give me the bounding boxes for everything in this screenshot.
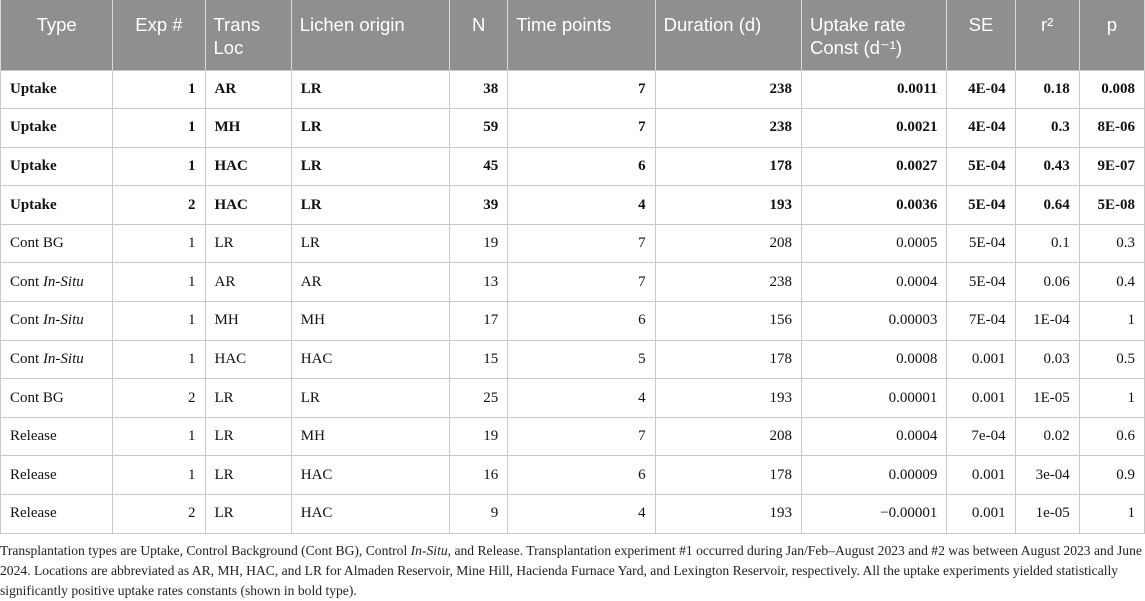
exp-cell: 2 bbox=[113, 495, 205, 534]
n-cell: 17 bbox=[450, 302, 508, 341]
duration-cell: 193 bbox=[655, 495, 801, 534]
n-cell: 39 bbox=[450, 186, 508, 225]
table-caption bbox=[0, 534, 1145, 601]
uptake-rate-cell: 0.0027 bbox=[802, 147, 947, 186]
table-row bbox=[1, 456, 1145, 495]
header-type: Type bbox=[1, 0, 113, 70]
time-points-cell: 7 bbox=[508, 70, 655, 109]
type-cell bbox=[1, 302, 113, 341]
lichen-origin-cell: LR bbox=[291, 224, 449, 263]
duration-cell: 156 bbox=[655, 302, 801, 341]
uptake-rate-cell: 0.0011 bbox=[802, 70, 947, 109]
type-cell bbox=[1, 186, 113, 225]
type-text: Uptake bbox=[10, 119, 57, 136]
type-cell bbox=[1, 379, 113, 418]
exp-cell: 2 bbox=[113, 186, 205, 225]
se-cell: 4E-04 bbox=[947, 70, 1015, 109]
r2-cell: 0.43 bbox=[1015, 147, 1079, 186]
trans-loc-cell: MH bbox=[205, 109, 291, 148]
table-row bbox=[1, 263, 1145, 302]
n-cell: 25 bbox=[450, 379, 508, 418]
p-cell: 1 bbox=[1079, 495, 1144, 534]
se-cell: 0.001 bbox=[947, 495, 1015, 534]
table-row bbox=[1, 109, 1145, 148]
se-cell: 0.001 bbox=[947, 379, 1015, 418]
r2-cell: 0.18 bbox=[1015, 70, 1079, 109]
exp-cell: 1 bbox=[113, 340, 205, 379]
lichen-origin-cell: LR bbox=[291, 147, 449, 186]
caption-text-2: , and Release. Transplantation experiment #1 occurred during Jan/Feb–August 2023 and #2 was between August 2023 and June 2024. Locations are abbreviated as AR, MH, HAC, and LR for Almaden Reservoir, Mine Hill, Hacienda Furnace Yard, and Lexington Reservoir, respectively. All the uptake experiments yielded statistically significantly positive uptake rates constants (shown in bold type). bbox=[0, 542, 1142, 598]
caption-text-1: Transplantation types are Uptake, Control Background (Cont BG), Control bbox=[0, 542, 411, 558]
lichen-origin-cell: HAC bbox=[291, 495, 449, 534]
p-cell: 0.6 bbox=[1079, 417, 1144, 456]
time-points-cell: 6 bbox=[508, 147, 655, 186]
type-cell bbox=[1, 109, 113, 148]
table-row bbox=[1, 495, 1145, 534]
lichen-origin-cell: LR bbox=[291, 109, 449, 148]
se-cell: 4E-04 bbox=[947, 109, 1015, 148]
r2-cell: 3e-04 bbox=[1015, 456, 1079, 495]
se-cell: 5E-04 bbox=[947, 147, 1015, 186]
lichen-origin-cell: LR bbox=[291, 186, 449, 225]
time-points-cell: 7 bbox=[508, 109, 655, 148]
table-row bbox=[1, 302, 1145, 341]
type-text: Uptake bbox=[10, 157, 57, 174]
uptake-rate-cell: 0.0036 bbox=[802, 186, 947, 225]
time-points-cell: 7 bbox=[508, 263, 655, 302]
table-row bbox=[1, 379, 1145, 418]
time-points-cell: 4 bbox=[508, 379, 655, 418]
table-row bbox=[1, 340, 1145, 379]
time-points-cell: 5 bbox=[508, 340, 655, 379]
trans-loc-cell: LR bbox=[205, 495, 291, 534]
p-cell: 0.3 bbox=[1079, 224, 1144, 263]
duration-cell: 238 bbox=[655, 263, 801, 302]
uptake-rate-cell: 0.00001 bbox=[802, 379, 947, 418]
exp-cell: 1 bbox=[113, 70, 205, 109]
uptake-rate-cell: 0.0004 bbox=[802, 417, 947, 456]
p-cell: 5E-08 bbox=[1079, 186, 1144, 225]
time-points-cell: 7 bbox=[508, 224, 655, 263]
table-row bbox=[1, 186, 1145, 225]
type-text: Uptake bbox=[10, 80, 57, 97]
header-r2: r² bbox=[1015, 0, 1079, 70]
duration-cell: 208 bbox=[655, 224, 801, 263]
exp-cell: 2 bbox=[113, 379, 205, 418]
header-lichen-origin: Lichen origin bbox=[291, 0, 449, 70]
r2-cell: 0.03 bbox=[1015, 340, 1079, 379]
exp-cell: 1 bbox=[113, 263, 205, 302]
type-text: Release bbox=[10, 428, 57, 445]
trans-loc-cell: HAC bbox=[205, 186, 291, 225]
exp-cell: 1 bbox=[113, 456, 205, 495]
p-cell: 0.4 bbox=[1079, 263, 1144, 302]
trans-loc-cell: HAC bbox=[205, 147, 291, 186]
type-text: Release bbox=[10, 505, 57, 522]
r2-cell: 0.02 bbox=[1015, 417, 1079, 456]
exp-cell: 1 bbox=[113, 224, 205, 263]
se-cell: 5E-04 bbox=[947, 263, 1015, 302]
lichen-origin-cell: HAC bbox=[291, 340, 449, 379]
p-cell: 0.9 bbox=[1079, 456, 1144, 495]
uptake-rate-cell: 0.00009 bbox=[802, 456, 947, 495]
type-cell bbox=[1, 263, 113, 302]
header-exp: Exp # bbox=[113, 0, 205, 70]
type-text: Cont bbox=[10, 273, 43, 290]
r2-cell: 0.06 bbox=[1015, 263, 1079, 302]
se-cell: 0.001 bbox=[947, 340, 1015, 379]
r2-cell: 0.64 bbox=[1015, 186, 1079, 225]
table-row bbox=[1, 70, 1145, 109]
header-se: SE bbox=[947, 0, 1015, 70]
lichen-origin-cell: LR bbox=[291, 70, 449, 109]
header-p: p bbox=[1079, 0, 1144, 70]
n-cell: 59 bbox=[450, 109, 508, 148]
n-cell: 9 bbox=[450, 495, 508, 534]
uptake-rate-cell: 0.00003 bbox=[802, 302, 947, 341]
trans-loc-cell: AR bbox=[205, 263, 291, 302]
se-cell: 7E-04 bbox=[947, 302, 1015, 341]
duration-cell: 193 bbox=[655, 379, 801, 418]
n-cell: 19 bbox=[450, 417, 508, 456]
exp-cell: 1 bbox=[113, 147, 205, 186]
p-cell: 0.5 bbox=[1079, 340, 1144, 379]
type-cell bbox=[1, 340, 113, 379]
header-uptake-rate: Uptake rate Const (d⁻¹) bbox=[802, 0, 947, 70]
type-text: Uptake bbox=[10, 196, 57, 213]
type-text-italic: In-Situ bbox=[42, 350, 84, 367]
type-text: Cont BG bbox=[10, 235, 64, 252]
table-row bbox=[1, 147, 1145, 186]
n-cell: 13 bbox=[450, 263, 508, 302]
type-cell bbox=[1, 417, 113, 456]
se-cell: 5E-04 bbox=[947, 186, 1015, 225]
n-cell: 38 bbox=[450, 70, 508, 109]
trans-loc-cell: AR bbox=[205, 70, 291, 109]
time-points-cell: 6 bbox=[508, 302, 655, 341]
exp-cell: 1 bbox=[113, 417, 205, 456]
table-row bbox=[1, 224, 1145, 263]
p-cell: 1 bbox=[1079, 302, 1144, 341]
type-cell bbox=[1, 224, 113, 263]
header-time-points: Time points bbox=[508, 0, 655, 70]
duration-cell: 193 bbox=[655, 186, 801, 225]
type-text: Release bbox=[10, 466, 57, 483]
r2-cell: 1E-05 bbox=[1015, 379, 1079, 418]
lichen-origin-cell: HAC bbox=[291, 456, 449, 495]
trans-loc-cell: LR bbox=[205, 379, 291, 418]
duration-cell: 208 bbox=[655, 417, 801, 456]
header-row bbox=[1, 0, 1145, 70]
duration-cell: 178 bbox=[655, 456, 801, 495]
lichen-origin-cell: MH bbox=[291, 417, 449, 456]
trans-loc-cell: HAC bbox=[205, 340, 291, 379]
time-points-cell: 7 bbox=[508, 417, 655, 456]
n-cell: 15 bbox=[450, 340, 508, 379]
caption-text-italic: In-Situ bbox=[410, 542, 448, 558]
lichen-origin-cell: MH bbox=[291, 302, 449, 341]
p-cell: 0.008 bbox=[1079, 70, 1144, 109]
time-points-cell: 6 bbox=[508, 456, 655, 495]
uptake-rate-cell: 0.0005 bbox=[802, 224, 947, 263]
se-cell: 5E-04 bbox=[947, 224, 1015, 263]
trans-loc-cell: LR bbox=[205, 417, 291, 456]
n-cell: 19 bbox=[450, 224, 508, 263]
header-duration: Duration (d) bbox=[655, 0, 801, 70]
type-text: Cont bbox=[10, 312, 43, 329]
exp-cell: 1 bbox=[113, 109, 205, 148]
time-points-cell: 4 bbox=[508, 186, 655, 225]
se-cell: 7e-04 bbox=[947, 417, 1015, 456]
time-points-cell: 4 bbox=[508, 495, 655, 534]
r2-cell: 0.3 bbox=[1015, 109, 1079, 148]
type-text-italic: In-Situ bbox=[42, 273, 84, 290]
type-cell bbox=[1, 70, 113, 109]
type-cell bbox=[1, 147, 113, 186]
uptake-rate-cell: 0.0008 bbox=[802, 340, 947, 379]
uptake-rate-cell: 0.0021 bbox=[802, 109, 947, 148]
duration-cell: 178 bbox=[655, 340, 801, 379]
se-cell: 0.001 bbox=[947, 456, 1015, 495]
type-text: Cont bbox=[10, 350, 43, 367]
p-cell: 1 bbox=[1079, 379, 1144, 418]
type-text-italic: In-Situ bbox=[42, 312, 84, 329]
p-cell: 8E-06 bbox=[1079, 109, 1144, 148]
duration-cell: 238 bbox=[655, 70, 801, 109]
r2-cell: 1e-05 bbox=[1015, 495, 1079, 534]
type-cell bbox=[1, 456, 113, 495]
header-n: N bbox=[450, 0, 508, 70]
lichen-origin-cell: AR bbox=[291, 263, 449, 302]
type-cell bbox=[1, 495, 113, 534]
trans-loc-cell: MH bbox=[205, 302, 291, 341]
trans-loc-cell: LR bbox=[205, 456, 291, 495]
n-cell: 45 bbox=[450, 147, 508, 186]
exp-cell: 1 bbox=[113, 302, 205, 341]
r2-cell: 0.1 bbox=[1015, 224, 1079, 263]
r2-cell: 1E-04 bbox=[1015, 302, 1079, 341]
trans-loc-cell: LR bbox=[205, 224, 291, 263]
duration-cell: 178 bbox=[655, 147, 801, 186]
p-cell: 9E-07 bbox=[1079, 147, 1144, 186]
type-text: Cont BG bbox=[10, 389, 64, 406]
table-row bbox=[1, 417, 1145, 456]
uptake-rate-cell: 0.0004 bbox=[802, 263, 947, 302]
header-trans-loc: Trans Loc bbox=[205, 0, 291, 70]
uptake-rate-cell: −0.00001 bbox=[802, 495, 947, 534]
n-cell: 16 bbox=[450, 456, 508, 495]
duration-cell: 238 bbox=[655, 109, 801, 148]
lichen-origin-cell: LR bbox=[291, 379, 449, 418]
